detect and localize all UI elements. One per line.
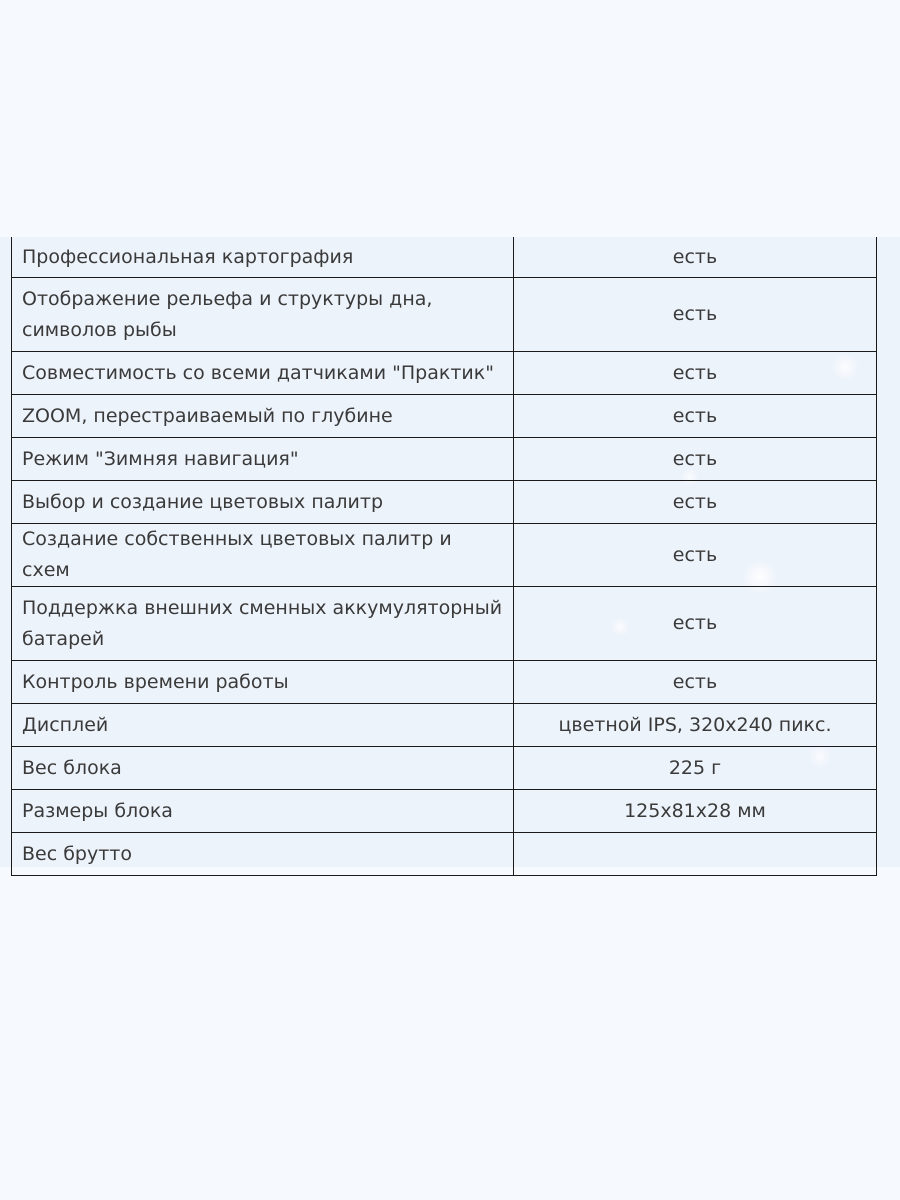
spec-name: Выбор и создание цветовых палитр xyxy=(12,481,514,524)
table-row xyxy=(12,587,877,661)
spec-name: Режим "Зимняя навигация" xyxy=(12,438,514,481)
spec-value: 225 г xyxy=(514,747,877,790)
spec-name: ZOOM, перестраиваемый по глубине xyxy=(12,395,514,438)
table-row xyxy=(12,481,877,524)
spec-name: Вес брутто xyxy=(12,833,514,876)
table-row xyxy=(12,395,877,438)
spec-value: есть xyxy=(514,587,877,661)
spec-value: есть xyxy=(514,395,877,438)
spec-value: есть xyxy=(514,438,877,481)
specifications-table xyxy=(11,237,877,876)
spec-value: есть xyxy=(514,661,877,704)
spec-name: Профессиональная картография xyxy=(12,237,514,278)
spec-name: Создание собственных цветовых палитр и схем xyxy=(12,524,514,587)
table-row xyxy=(12,790,877,833)
spec-value: есть xyxy=(514,352,877,395)
spec-value: есть xyxy=(514,481,877,524)
spec-value: 125x81x28 мм xyxy=(514,790,877,833)
spec-name: Поддержка внешних сменных аккумуляторный батарей xyxy=(12,587,514,661)
spec-name: Вес блока xyxy=(12,747,514,790)
table-row xyxy=(12,237,877,278)
table-row xyxy=(12,352,877,395)
spec-name: Совместимость со всеми датчиками "Практик" xyxy=(12,352,514,395)
table-row xyxy=(12,833,877,876)
spec-value: есть xyxy=(514,524,877,587)
spec-value xyxy=(514,833,877,876)
spec-value: есть xyxy=(514,237,877,278)
spec-value: цветной IPS, 320x240 пикс. xyxy=(514,704,877,747)
spec-name: Отображение рельефа и структуры дна, символов рыбы xyxy=(12,278,514,352)
table-row xyxy=(12,704,877,747)
spec-name: Контроль времени работы xyxy=(12,661,514,704)
table-row xyxy=(12,278,877,352)
table-row xyxy=(12,438,877,481)
table-row xyxy=(12,661,877,704)
table-row xyxy=(12,747,877,790)
spec-value: есть xyxy=(514,278,877,352)
spec-name: Размеры блока xyxy=(12,790,514,833)
table-row xyxy=(12,524,877,587)
spec-name: Дисплей xyxy=(12,704,514,747)
